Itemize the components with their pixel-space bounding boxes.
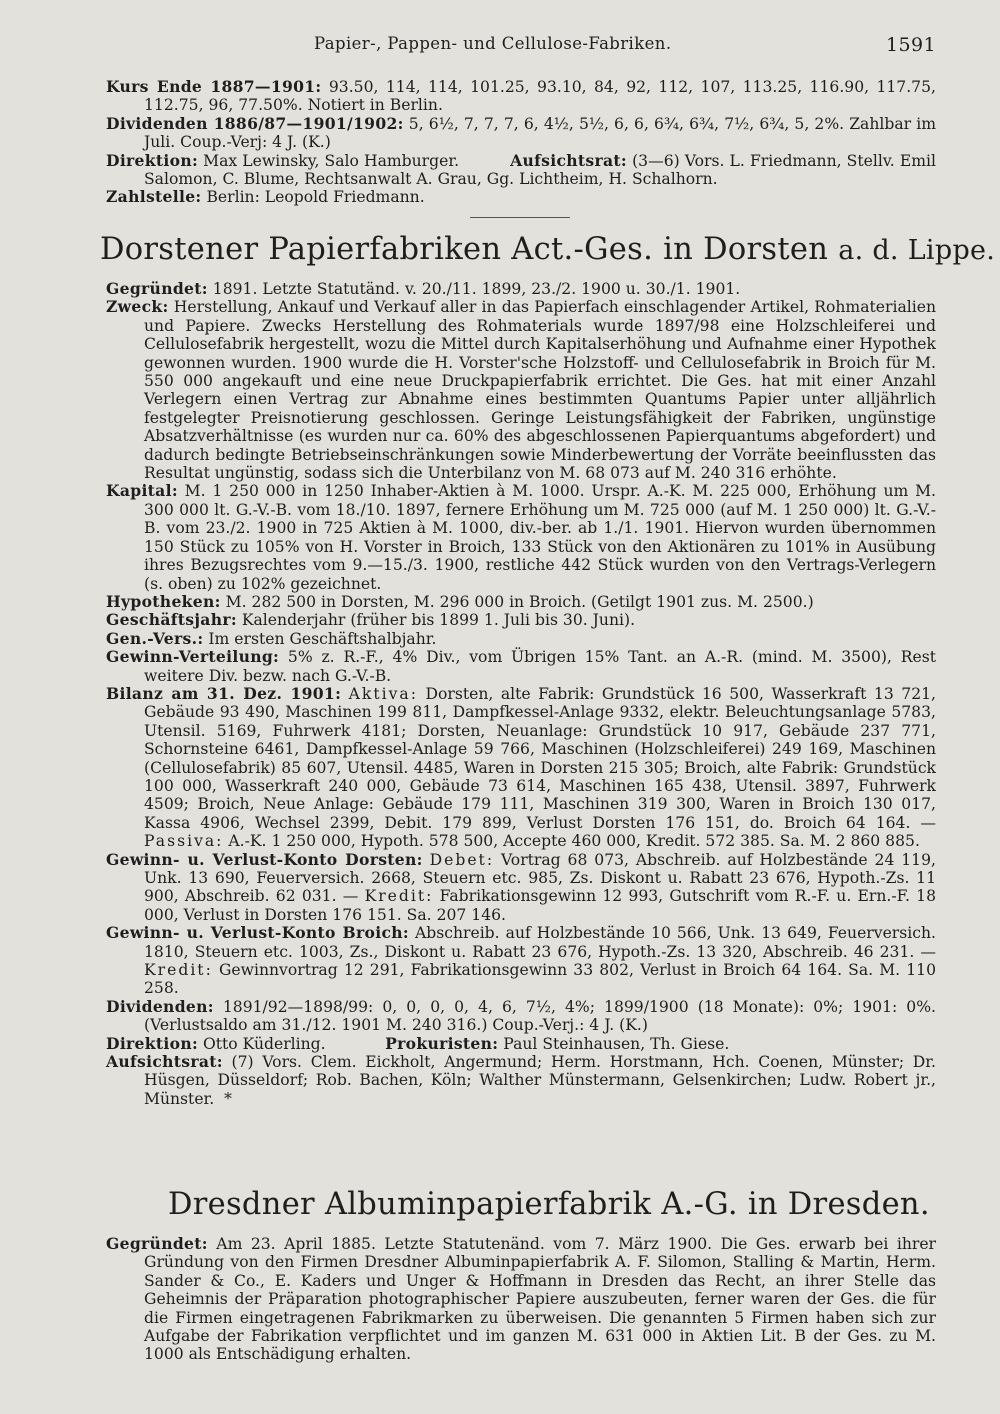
entry-kurs: Kurs Ende 1887—1901: 93.50, 114, 114, 101.25, 93.10, 84, 92, 112, 107, 113.25, 116.90, 117.75, 112.75, 96, 77.50%. Notiert in Berlin. bbox=[106, 77, 936, 115]
dresden-entry bbox=[106, 1235, 936, 1364]
entry-aufsichtsrat-dorsten: Aufsichtsrat: (7) Vors. Clem. Eickholt, Angermund; Herm. Horstmann, Hch. Coenen, Münster; Dr. Hüsgen, Düsseldorf; Rob. Bachen, Köln; Walther Münstermann, Gelsenkirchen; Ludw. Robert jr., Münster. * bbox=[106, 1052, 936, 1108]
entry-guv-broich: Gewinn- u. Verlust-Konto Broich: Abschreib. auf Holzbestände 10 566, Unk. 13 649, Feuerversich. 1810, Steuern etc. 1003, Zs., Diskont u. Rabatt 23 676, Hypoth.-Zs. 13 320, Abschreib. 46 231. — Kredit: Gewinnvortrag 12 291, Fabrikationsgewinn 33 802, Verlust in Broich 64 164. Sa. M. 110 258. bbox=[106, 923, 936, 998]
company-heading-dresden: Dresdner Albuminpapierfabrik A.-G. in Dresden. bbox=[168, 1187, 930, 1222]
entry-direktion-dorsten: Direktion: Otto Küderling. Prokuristen: Paul Steinhausen, Th. Giese. bbox=[106, 1033, 730, 1053]
footnote-mark: * bbox=[224, 1089, 232, 1108]
previous-entry bbox=[106, 78, 936, 207]
section-divider bbox=[470, 217, 570, 218]
entry-gegruendet: Gegründet: 1891. Letzte Statutänd. v. 20./11. 1899, 23./2. 1900 u. 30./1. 1901. bbox=[106, 279, 741, 298]
entry-zahlstelle: Zahlstelle: Berlin: Leopold Friedmann. bbox=[106, 187, 425, 207]
entry-direktion: Direktion: Max Lewinsky, Salo Hamburger. Aufsichtsrat: (3—6) Vors. L. Friedmann, Stellv. Emil Salomon, C. Blume, Rechtsanwalt A. Grau, Gg. Lichtheim, H. Schalhorn. bbox=[106, 150, 936, 189]
entry-hypotheken: Hypotheken: M. 282 500 in Dorsten, M. 296 000 in Broich. (Getilgt 1901 zus. M. 2500.) bbox=[106, 591, 814, 611]
entry-gegruendet-dresden: Gegründet: Am 23. April 1885. Letzte Statutenänd. vom 7. März 1900. Die Ges. erwarb bei ihrer Gründung von den Firmen Dresdner Albuminpapierfabrik A. F. Silomon, Stalling & Martin, Herm. Sander & Co., E. Kaders und Unger & Hoffmann in Dresden das Recht, an ihrer Stelle das Geheimnis der Präparation photographischer Papiere auszubeuten, ferner waren der Ges. die für die Firmen eingetragenen Fabrikmarken zu überweisen. Die genannten 5 Firmen haben sich zur Aufgabe der Fabrikation verpflichtet und im ganzen M. 631 000 in Aktien Lit. B der Ges. zu M. 1000 als Entschädigung erhalten. bbox=[106, 1234, 936, 1364]
entry-kapital: Kapital: M. 1 250 000 in 1250 Inhaber-Aktien à M. 1000. Urspr. A.-K. M. 225 000, Erhöhung um M. 300 000 lt. G.-V.-B. vom 18./10. 1897, fernere Erhöhung um M. 725 000 (auf M. 1 250 000) lt. G.-V.-B. vom 23./2. 1900 in 725 Aktien à M. 1000, div.-ber. ab 1./1. 1901. Hiervon wurden übernommen 150 Stück zu 105% von H. Vorster in Broich, 133 Stück von den Aktionären zu 101% in Ausübung ihres Bezugsrechtes vom 9.—15./3. 1900, restliche 442 Stück wurden von den Vertrags-Verlegern (s. oben) zu 102% gezeichnet. bbox=[106, 481, 936, 593]
entry-dividenden-dorsten: Dividenden: 1891/92—1898/99: 0, 0, 0, 0, 4, 6, 7½, 4%; 1899/1900 (18 Monate): 0%; 1901: 0%. (Verlustsaldo am 31./12. 1901 M. 240 316.) Coup.-Verj.: 4 J. (K.) bbox=[106, 996, 936, 1035]
dorsten-entry bbox=[106, 280, 936, 1108]
entry-dividenden: Dividenden 1886/87—1901/1902: 5, 6½, 7, 7, 7, 6, 4½, 5½, 6, 6, 6¾, 6¾, 7½, 6¾, 5, 2%. Zahlbar im Juli. Coup.-Verj: 4 J. (K.) bbox=[106, 113, 936, 152]
running-title: Papier-, Pappen- und Cellulose-Fabriken. bbox=[314, 34, 672, 53]
entry-zweck: Zweck: Herstellung, Ankauf und Verkauf aller in das Papierfach einschlagender Artikel, Rohmaterialien und Papiere. Zwecks Herstellung des Rohmaterials wurde 1897/98 eine Holzschleiferei und Cellulosefabrik hergestellt, wozu die Mittel durch Kapitalserhöhung und Aufnahme einer Hypothek gewonnen wurden. 1900 wurde die H. Vorster'sche Holzstoff- und Cellulosefabrik in Broich für M. 550 000 angekauft und eine neue Druckpapierfabrik errichtet. Die Ges. hat mit einer Anzahl Verlegern einen Vertrag zur Abnahme eines bestimmten Quantums Papier unter alljährlich festgelegter Preisnotierung geschlossen. Geringe Leistungsfähigkeit der Fabriken, ungünstige Absatzverhältnisse (es wurden nur ca. 60% des abgeschlossenen Papierquantums abgefordert) und dadurch bedingte Betriebseinschränkungen sowie Minderbewertung der Vorräte beeinflussten das Resultat ungünstig, sodass sich die Unterbilanz von M. 68 073 auf M. 240 316 erhöhte. bbox=[106, 297, 936, 483]
entry-gewinn-verteilung: Gewinn-Verteilung: 5% z. R.-F., 4% Div., vom Übrigen 15% Tant. an A.-R. (mind. M. 3500), Rest weitere Div. bezw. nach G.-V.-B. bbox=[106, 647, 936, 685]
entry-geschaeftsjahr: Geschäftsjahr: Kalenderjahr (früher bis 1899 1. Juli bis 30. Juni). bbox=[106, 610, 636, 630]
entry-guv-dorsten: Gewinn- u. Verlust-Konto Dorsten: Debet: Vortrag 68 073, Abschreib. auf Holzbestände 24 119, Unk. 13 690, Feuerversich. 2668, Steuern etc. 985, Zs. Diskont u. Rabatt 23 676, Hypoth.-Zs. 11 900, Abschreib. 62 031. — Kredit: Fabrikationsgewinn 12 993, Gutschrift vom R.-F. u. Ern.-F. 18 000, Verlust in Dorsten 176 151. Sa. 207 146. bbox=[106, 849, 936, 924]
page-number: 1591 bbox=[886, 34, 936, 56]
page-header bbox=[100, 34, 940, 58]
company-heading-dorsten: Dorstener Papierfabriken Act.-Ges. in Dorsten a. d. Lippe. bbox=[100, 232, 996, 267]
entry-gen-vers: Gen.-Vers.: Im ersten Geschäftshalbjahr. bbox=[106, 628, 437, 648]
entry-bilanz: Bilanz am 31. Dez. 1901: Aktiva: Dorsten, alte Fabrik: Grundstück 16 500, Wasserkraft 13 721, Gebäude 93 490, Maschinen 199 811, Dampfkessel-Anlage 9332, elektr. Beleuchtungsanlage 5783, Utensil. 5169, Fuhrwerk 4181; Dorsten, Neuanlage: Grundstück 10 917, Gebäude 237 771, Schornsteine 6461, Dampfkessel-Anlage 59 766, Maschinen (Holzschleiferei) 249 169, Maschinen (Cellulosefabrik) 85 607, Utensil. 4485, Waren in Dorsten 215 305; Broich, alte Fabrik: Grundstück 100 000, Wasserkraft 240 000, Gebäude 73 614, Maschinen 165 438, Utensil. 3897, Fuhrwerk 4509; Broich, Neue Anlage: Gebäude 179 111, Maschinen 319 300, Waren in Broich 130 017, Kassa 4906, Wechsel 2399, Debit. 179 899, Verlust Dorsten 176 151, do. Broich 64 164. — Passiva: A.-K. 1 250 000, Hypoth. 578 500, Accepte 460 000, Kredit. 572 385. Sa. M. 2 860 885. bbox=[106, 683, 936, 851]
